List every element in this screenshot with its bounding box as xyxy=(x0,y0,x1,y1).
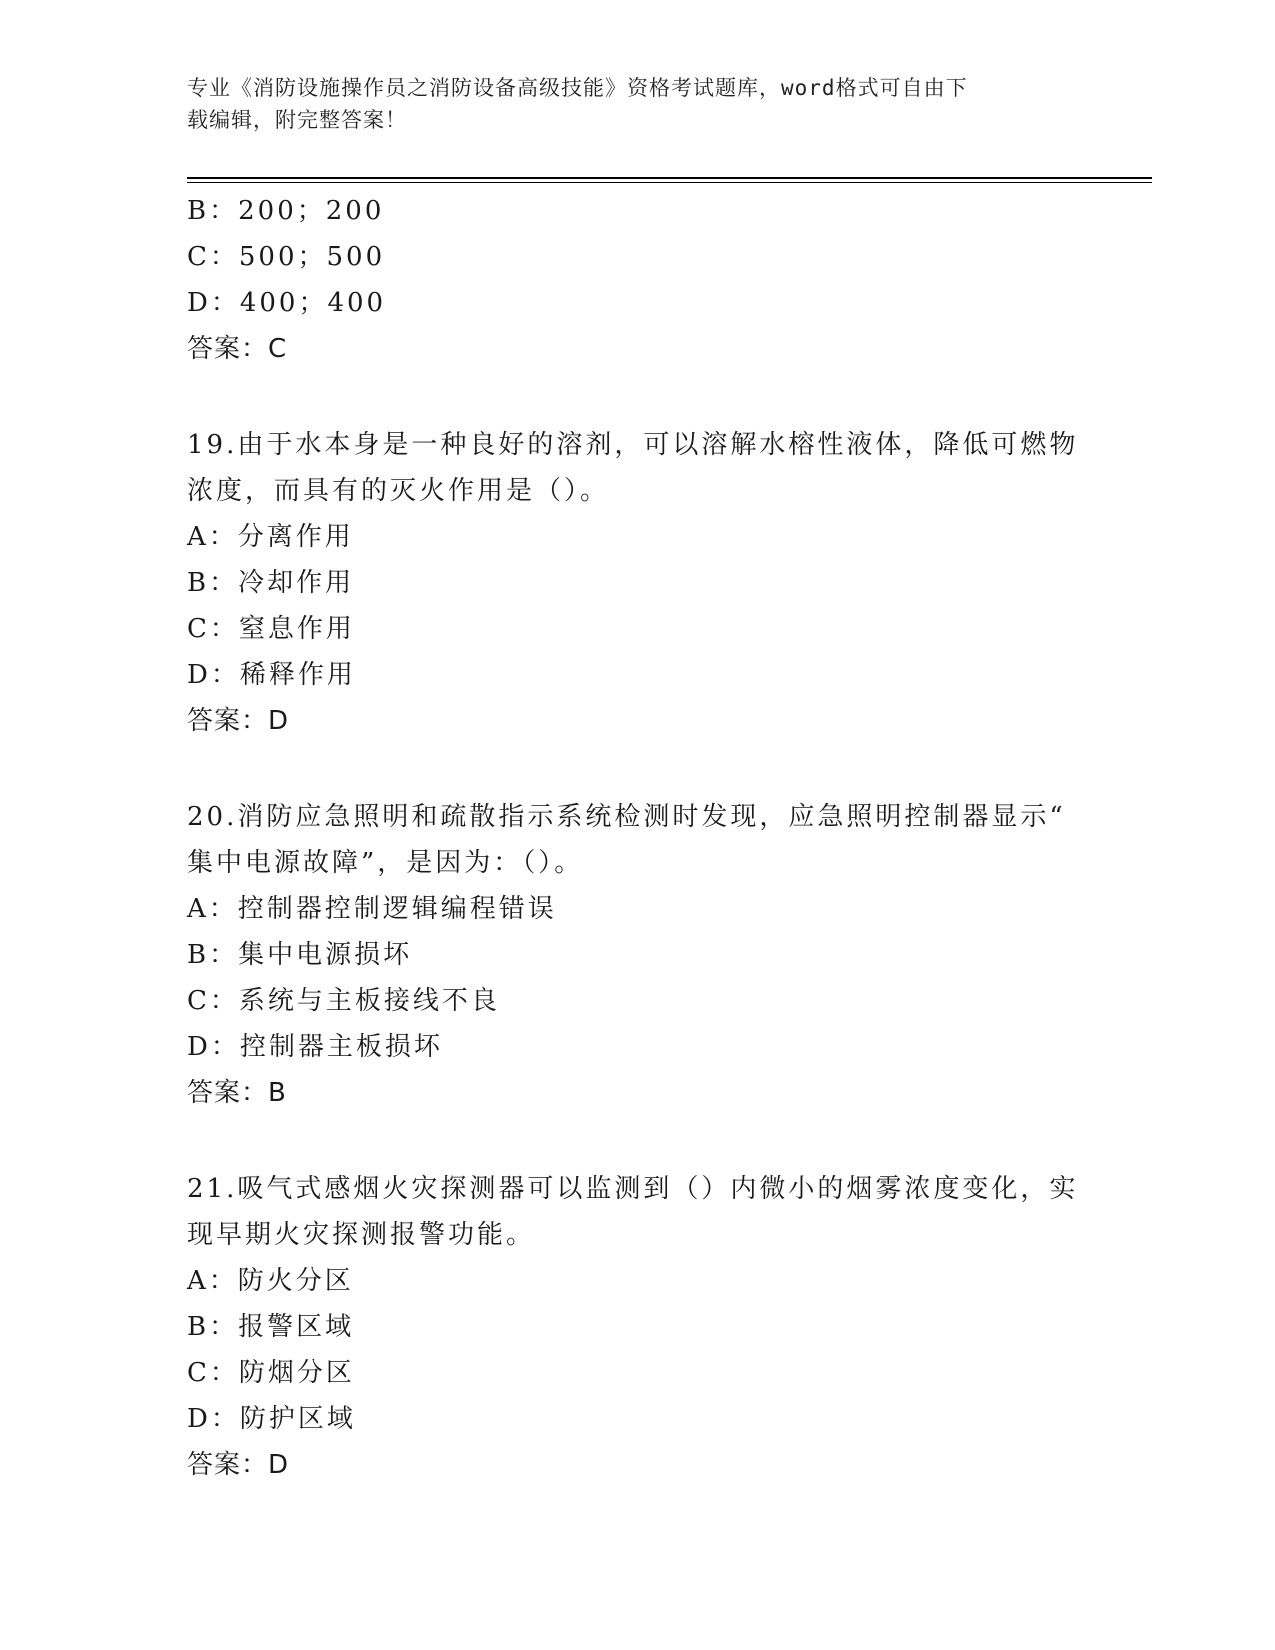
header-line-1: 专业《消防设施操作员之消防设备高级技能》资格考试题库，word格式可自由下 xyxy=(187,76,968,100)
option-a: A：分离作用 xyxy=(187,522,354,552)
option-d: D：控制器主板损坏 xyxy=(187,1032,443,1062)
question-text-line-1: 19.由于水本身是一种良好的溶剂，可以溶解水榕性液体，降低可燃物 xyxy=(187,430,1079,460)
question-21 xyxy=(187,1166,1087,1488)
previous-question-tail xyxy=(187,188,1087,372)
option-b: B：集中电源损坏 xyxy=(187,940,413,970)
question-list xyxy=(187,188,1087,1488)
page-header xyxy=(187,72,1067,136)
option-d: D：400；400 xyxy=(187,288,387,318)
option-b: B：报警区域 xyxy=(187,1312,355,1342)
option-b: B：200；200 xyxy=(187,196,385,226)
header-divider-thin xyxy=(187,182,1152,183)
question-text-line-1: 20.消防应急照明和疏散指示系统检测时发现，应急照明控制器显示“ xyxy=(187,802,1066,832)
option-d: D：稀释作用 xyxy=(187,660,356,690)
option-c: C：500；500 xyxy=(187,242,386,272)
question-text-line-2: 集中电源故障”，是因为：（）。 xyxy=(187,848,584,878)
option-a: A：防火分区 xyxy=(187,1266,354,1296)
header-divider-thick xyxy=(187,177,1152,179)
question-text-line-1: 21.吸气式感烟火灾探测器可以监测到（）内微小的烟雾浓度变化，实 xyxy=(187,1174,1079,1204)
answer-line: 答案：B xyxy=(187,1078,287,1108)
question-19 xyxy=(187,422,1087,744)
option-a: A：控制器控制逻辑编程错误 xyxy=(187,894,557,924)
answer-line: 答案：C xyxy=(187,334,288,364)
answer-line: 答案：D xyxy=(187,1450,290,1480)
question-20 xyxy=(187,794,1087,1116)
answer-line: 答案：D xyxy=(187,706,290,736)
option-b: B：冷却作用 xyxy=(187,568,355,598)
option-c: C：系统与主板接线不良 xyxy=(187,986,500,1016)
option-c: C：防烟分区 xyxy=(187,1358,355,1388)
question-text-line-2: 现早期火灾探测报警功能。 xyxy=(187,1220,536,1250)
option-c: C：窒息作用 xyxy=(187,614,355,644)
question-text-line-2: 浓度，而具有的灭火作用是（）。 xyxy=(187,476,610,506)
option-d: D：防护区域 xyxy=(187,1404,356,1434)
header-line-2: 载编辑，附完整答案！ xyxy=(187,108,407,132)
